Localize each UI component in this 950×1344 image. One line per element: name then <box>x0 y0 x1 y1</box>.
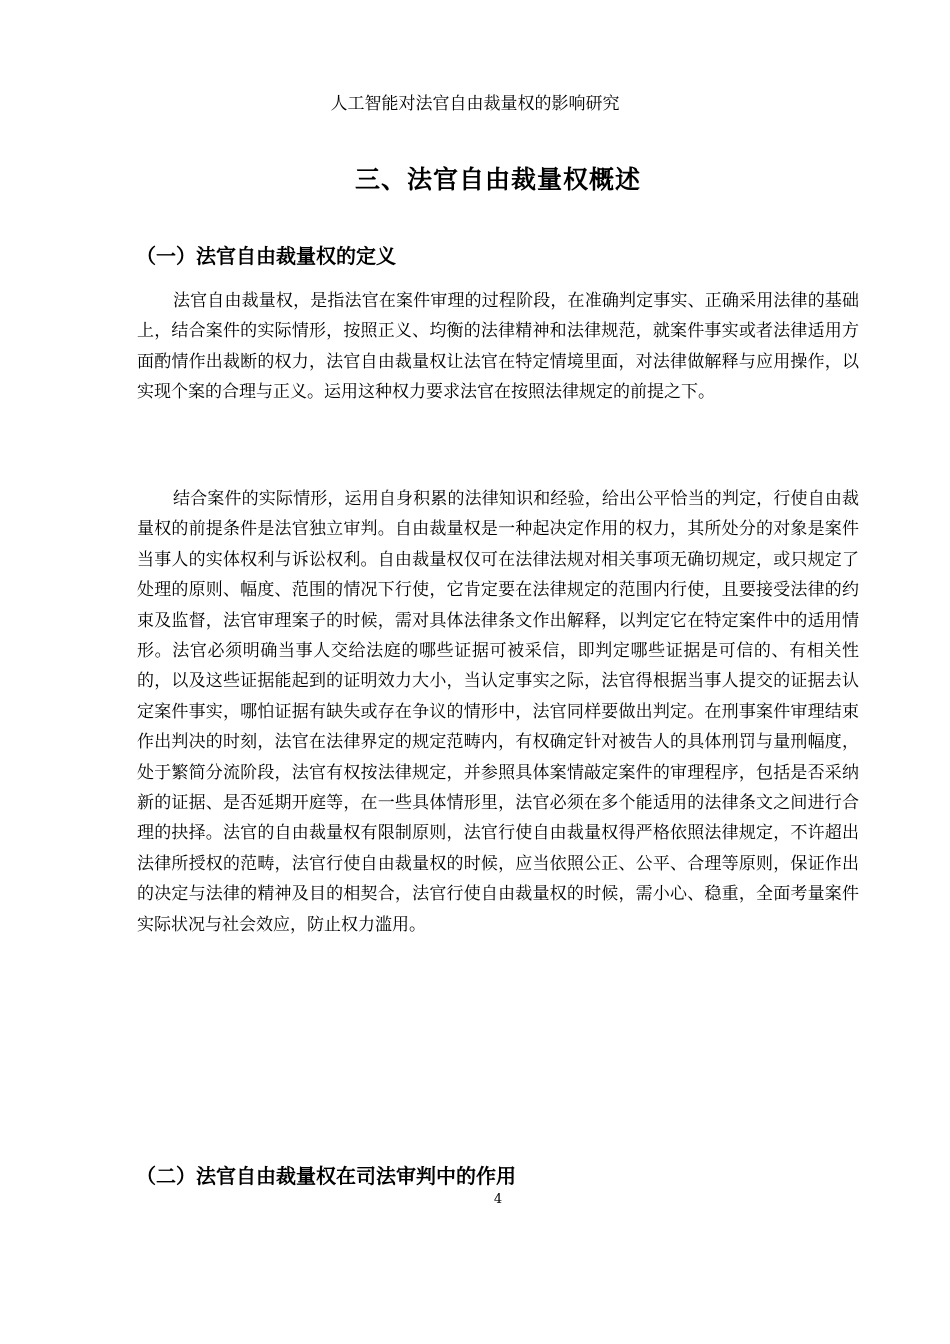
page-number: 4 <box>493 1192 503 1207</box>
body-paragraph-2: 结合案件的实际情形，运用自身积累的法律知识和经验，给出公平恰当的判定，行使自由裁量权的前提条件是法官独立审判。自由裁量权是一种起决定作用的权力，其所处分的对象是案件当事人的实体权利与诉讼权利。自由裁量权仅可在法律法规对相关事项无确切规定，或只规定了处理的原则、幅度、范围的情况下行使，它肯定要在法律规定的范围内行使，且要接受法律的约束及监督，法官审理案子的时候，需对具体法律条文作出解释，以判定它在特定案件中的适用情形。法官必须明确当事人交给法庭的哪些证据可被采信，即判定哪些证据是可信的、有相关性的，以及这些证据能起到的证明效力大小，当认定事实之际，法官得根据当事人提交的证据去认定案件事实，哪怕证据有缺失或存在争议的情形中，法官同样要做出判定。在刑事案件审理结束作出判决的时刻，法官在法律界定的规定范畴内，有权确定针对被告人的具体刑罚与量刑幅度，处于繁简分流阶段，法官有权按法律规定，并参照具体案情敲定案件的审理程序，包括是否采纳新的证据、是否延期开庭等，在一些具体情形里，法官必须在多个能适用的法律条文之间进行合理的抉择。法官的自由裁量权有限制原则，法官行使自由裁量权得严格依照法律规定，不许超出法律所授权的范畴，法官行使自由裁量权的时候，应当依照公正、公平、合理等原则，保证作出的决定与法律的精神及目的相契合，法官行使自由裁量权的时候，需小心、稳重，全面考量案件实际状况与社会效应，防止权力滥用。 <box>137 489 859 935</box>
section-heading-definition: （一）法官自由裁量权的定义 <box>136 243 396 268</box>
running-header: 人工智能对法官自由裁量权的影响研究 <box>330 94 620 114</box>
section-heading-role: （二）法官自由裁量权在司法审判中的作用 <box>136 1163 516 1188</box>
body-paragraph-1: 法官自由裁量权，是指法官在案件审理的过程阶段，在准确判定事实、正确采用法律的基础上，结合案件的实际情形，按照正义、均衡的法律精神和法律规范，就案件事实或者法律适用方面酌情作出裁断的权力，法官自由裁量权让法官在特定情境里面，对法律做解释与应用操作，以实现个案的合理与正义。运用这种权力要求法官在按照法律规定的前提之下。 <box>137 291 859 403</box>
chapter-title: 三、法官自由裁量权概述 <box>354 164 641 194</box>
